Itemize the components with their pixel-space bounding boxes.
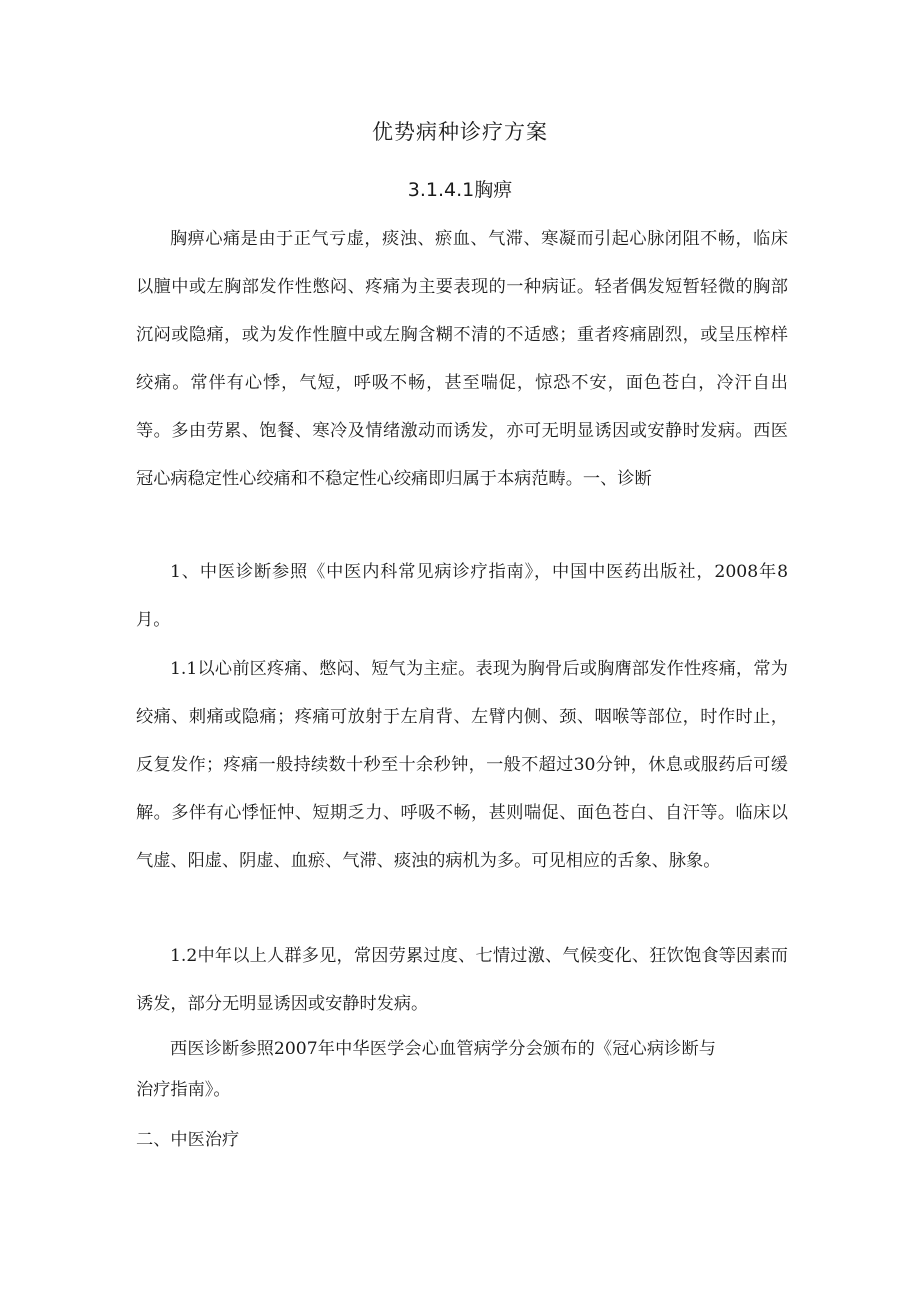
section-heading: 3.1.4.1胸痹 (407, 179, 513, 201)
document-title: 优势病种诊疗方案 (372, 120, 548, 144)
paragraph-main-symptoms: 1.1以心前区疼痛、憋闷、短气为主症。表现为胸骨后或胸膺部发作性疼痛，常为绞痛、刺痛或隐痛；疼痛可放射于左肩背、左臂内侧、颈、咽喉等部位，时作时止，反复发作；疼痛一般持续数十秒至十余秒钟，一般不超过30分钟，休息或服药后可缓解。多伴有心悸怔忡、短期乏力、呼吸不畅，甚则喘促、面色苍白、自汗等。临床以气虚、阳虚、阴虚、血瘀、气滞、痰浊的病机为多。可见相应的舌象、脉象。 (136, 659, 788, 871)
paragraph-overview: 胸痹心痛是由于正气亏虚，痰浊、瘀血、气滞、寒凝而引起心脉闭阻不畅，临床以膻中或左胸部发作性憋闷、疼痛为主要表现的一种病证。轻者偶发短暂轻微的胸部沉闷或隐痛，或为发作性膻中或左胸含糊不清的不适感；重者疼痛剧烈，或呈压榨样绞痛。常伴有心悸，气短，呼吸不畅，甚至喘促，惊恐不安，面色苍白，冷汗自出等。多由劳累、饱餐、寒冷及情绪激动而诱发，亦可无明显诱因或安静时发病。西医冠心病稳定性心绞痛和不稳定性心绞痛即归属于本病范畴。一、诊断 (136, 229, 788, 489)
paragraph-population: 1.2中年以上人群多见，常因劳累过度、七情过激、气候变化、狂饮饱食等因素而诱发，部分无明显诱因或安静时发病。 (136, 946, 788, 1014)
paragraph-western-diagnosis: 西医诊断参照2007年中华医学会心血管病学分会颁布的《冠心病诊断与治疗指南》。 (136, 1039, 716, 1100)
paragraph-tcm-diagnosis-reference: 1、中医诊断参照《中医内科常见病诊疗指南》，中国中医药出版社，2008年8月。 (136, 562, 788, 630)
section-heading-tcm-treatment: 二、中医治疗 (136, 1130, 240, 1150)
